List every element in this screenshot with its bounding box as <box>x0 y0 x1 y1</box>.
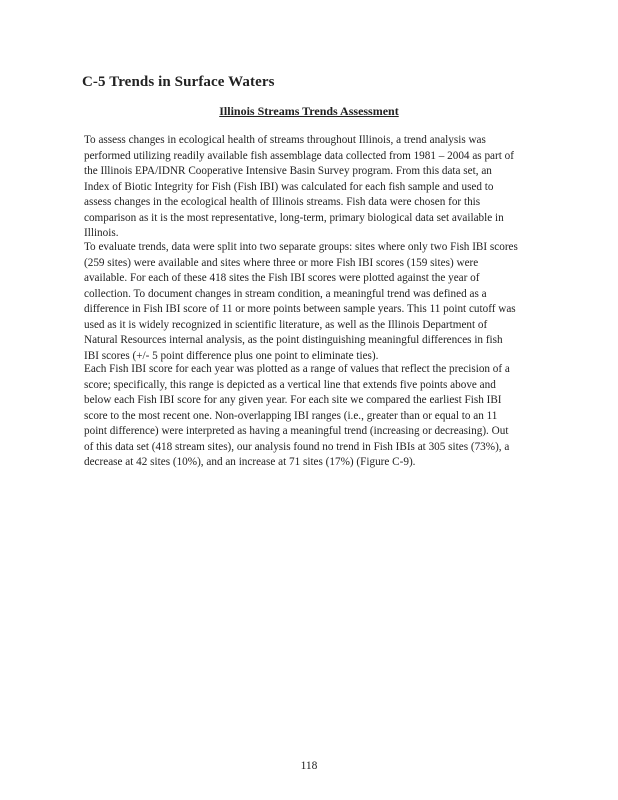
paragraph-line: used as it is widely recognized in scientific literature, as well as the Illinois Department of <box>84 318 488 331</box>
paragraph-line: Each Fish IBI score for each year was plotted as a range of values that reflect the precision of a <box>84 363 510 375</box>
paragraph-line: To assess changes in ecological health of streams throughout Illinois, a trend analysis was <box>84 134 486 146</box>
paragraph-line: point difference) were interpreted as having a meaningful trend (increasing or decreasing). Out <box>84 425 509 437</box>
paragraph-line: performed utilizing readily available fish assemblage data collected from 1981 – 2004 as part of <box>84 149 514 162</box>
paragraph-line: the Illinois EPA/IDNR Cooperative Intensive Basin Survey program. From this data set, an <box>84 165 492 177</box>
paragraph-line: Natural Resources internal analysis, as the point distinguishing meaningful differences in fish <box>84 334 503 346</box>
paragraph-line: Index of Biotic Integrity for Fish (Fish IBI) was calculated for each fish sample and used to <box>84 180 494 193</box>
section-heading: C-5 Trends in Surface Waters <box>82 74 275 90</box>
report-subtitle: Illinois Streams Trends Assessment <box>219 104 399 118</box>
paragraph-line: collection. To document changes in stream condition, a meaningful trend was defined as a <box>84 287 487 300</box>
paragraph-line: decrease at 42 sites (10%), and an increase at 71 sites (17%) (Figure C-9). <box>84 456 416 468</box>
paragraph-line: below each Fish IBI score for any given year. For each site we compared the earliest Fish IBI <box>84 394 502 406</box>
paragraph-line: comparison as it is the most representative, long-term, primary biological data set available in <box>84 211 504 224</box>
paragraph-line: score to the most recent one. Non-overlapping IBI ranges (i.e., greater than or equal to an 11 <box>84 409 498 422</box>
paragraph-line: of this data set (418 stream sites), our analysis found no trend in Fish IBIs at 305 sites (73%), a <box>84 440 510 453</box>
page-number: 118 <box>300 760 318 772</box>
paragraph-ibi-results <box>84 362 544 471</box>
paragraph-line: available. For each of these 418 sites the Fish IBI scores were plotted against the year of <box>84 272 480 284</box>
paragraph-line: To evaluate trends, data were split into two separate groups: sites where only two Fish IBI scores <box>84 241 518 253</box>
paragraph-evaluate-trends <box>84 240 544 364</box>
paragraph-line: difference in Fish IBI score of 11 or more points between sample years. This 11 point cutoff was <box>84 303 516 315</box>
paragraph-line: IBI scores (+/- 5 point difference plus one point to eliminate ties). <box>84 349 379 362</box>
paragraph-line: (259 sites) were available and sites where three or more Fish IBI scores (159 sites) were <box>84 256 479 269</box>
paragraph-line: score; specifically, this range is depicted as a vertical line that extends five points above and <box>84 378 496 391</box>
paragraph-line: Illinois. <box>84 227 119 239</box>
paragraph-line: assess changes in the ecological health of Illinois streams. Fish data were chosen for this <box>84 196 481 208</box>
paragraph-trend-analysis <box>84 133 544 242</box>
